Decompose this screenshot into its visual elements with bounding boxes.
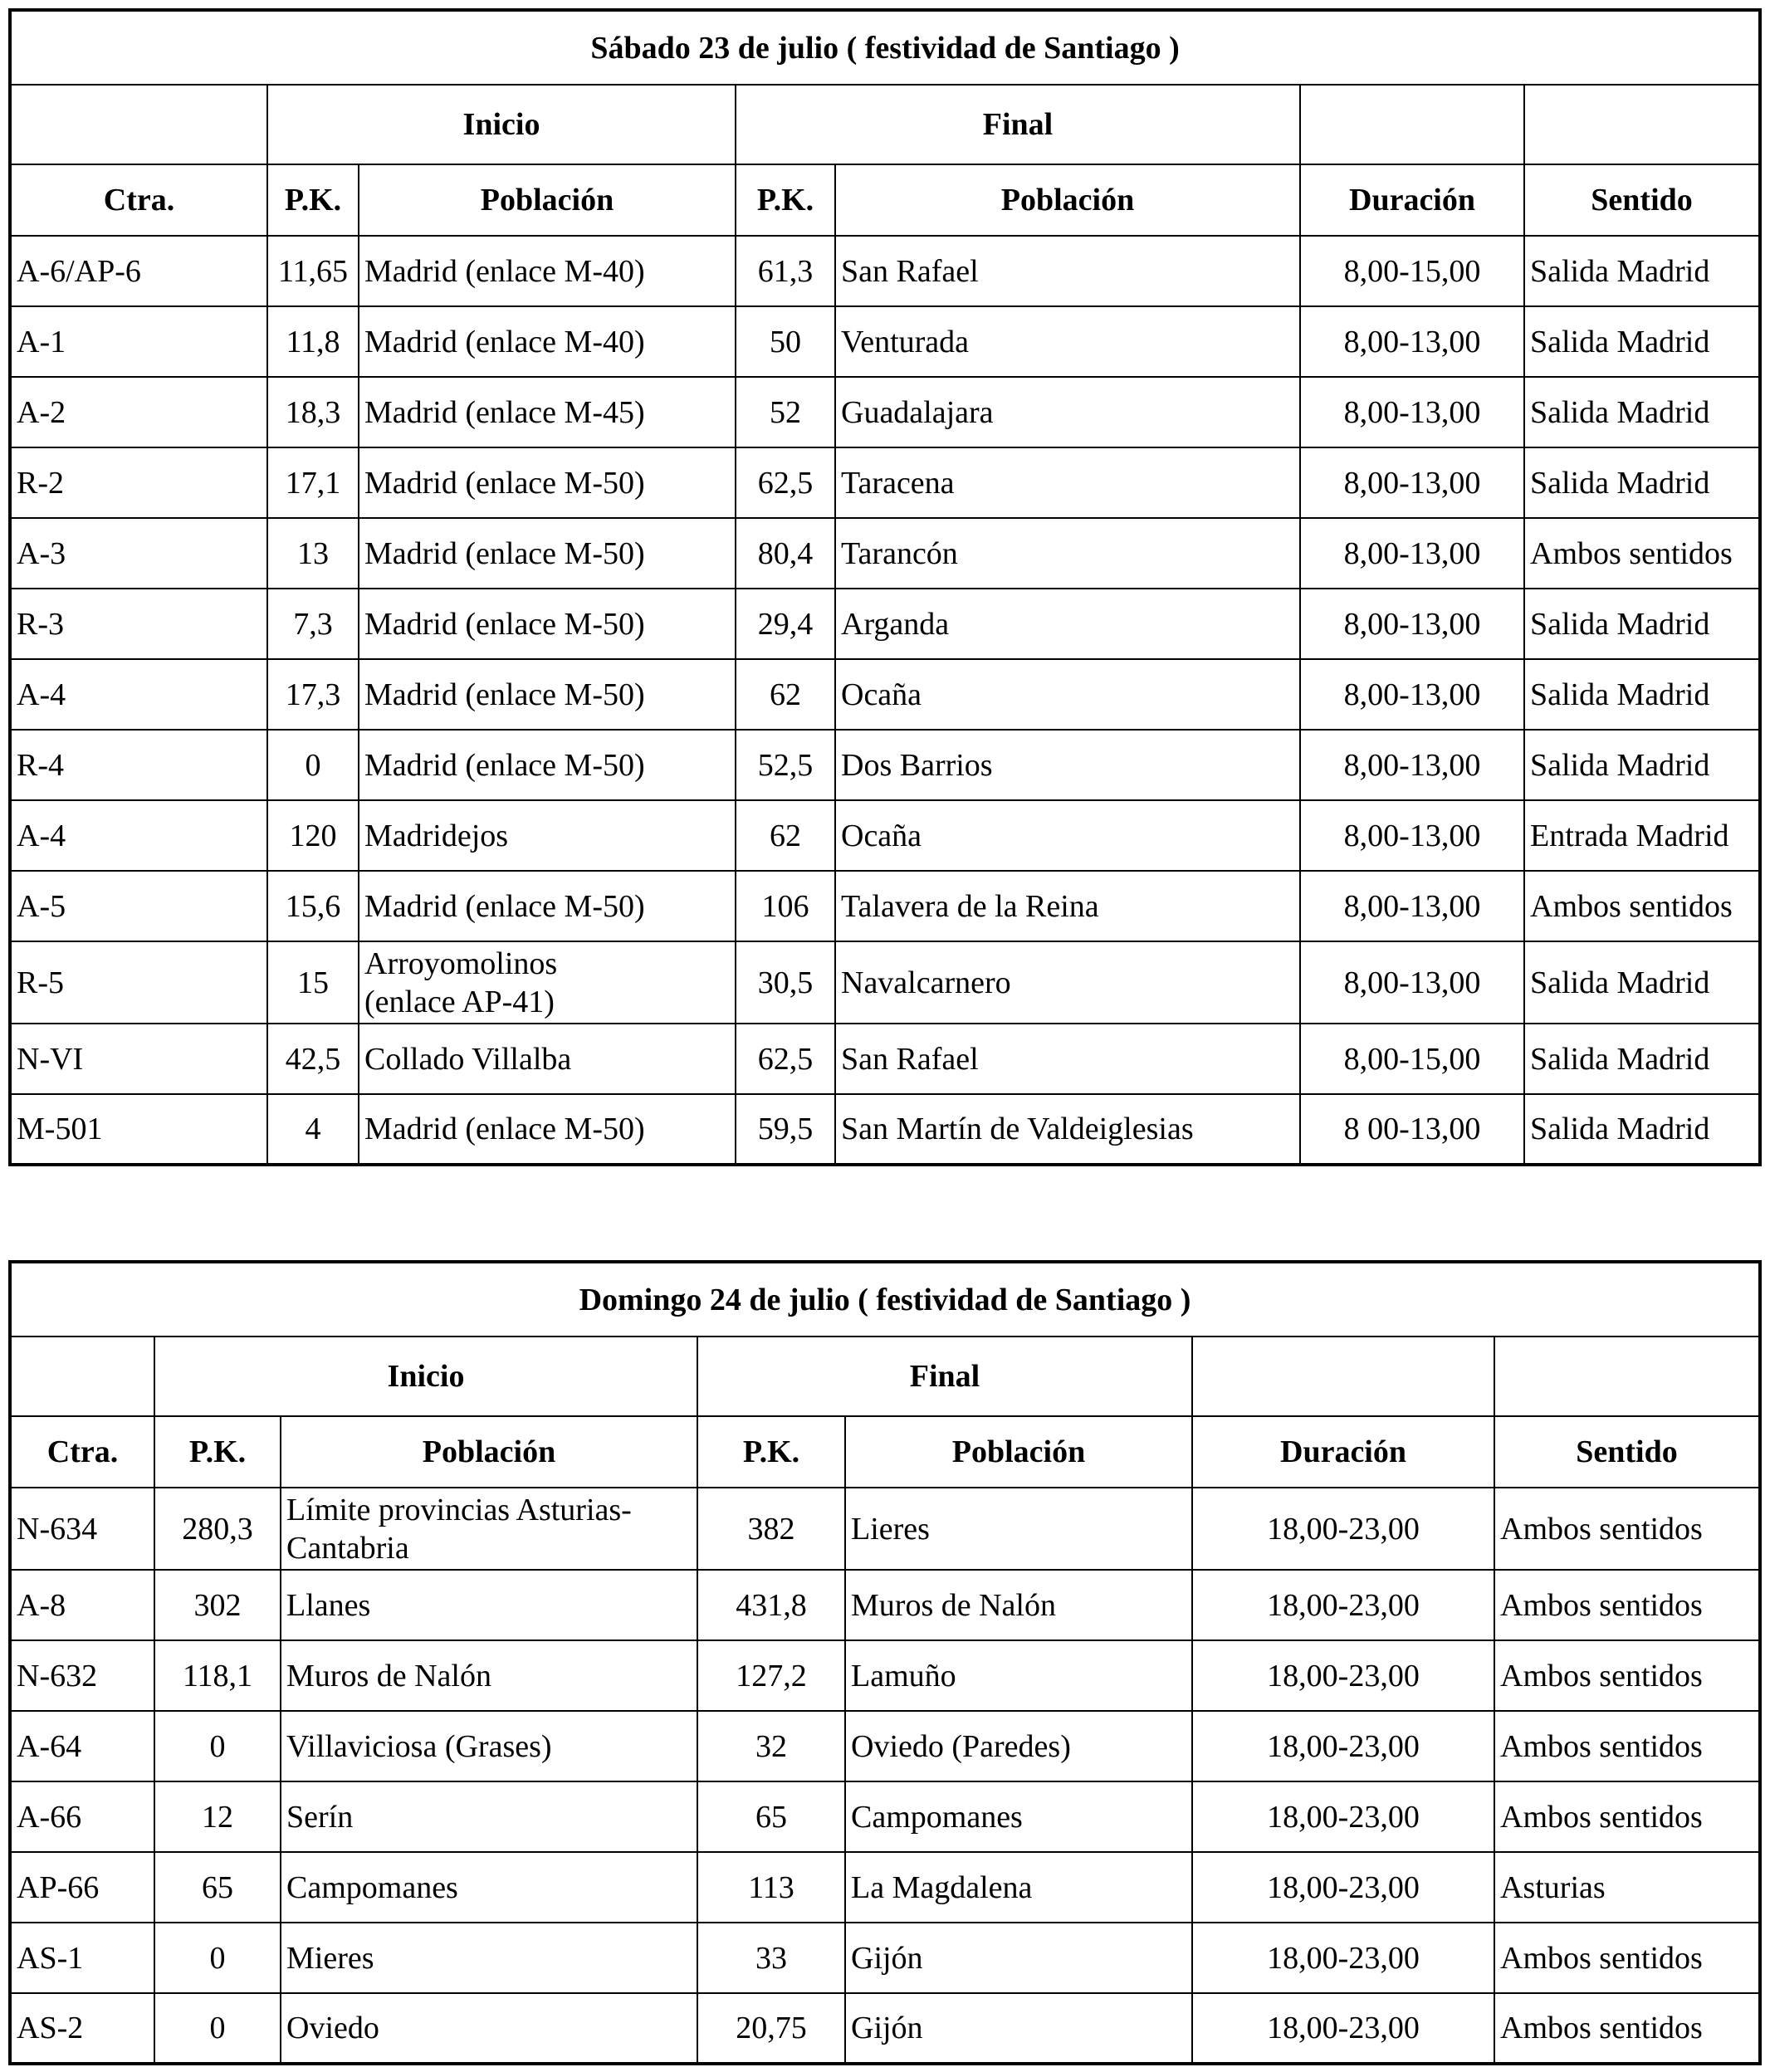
table-row: [10, 1993, 1760, 2064]
cell-road: R-2: [10, 447, 267, 518]
column-header-road: Ctra.: [10, 164, 267, 236]
cell-road: AS-2: [10, 1993, 154, 2064]
cell-start-pk: 7,3: [267, 589, 359, 659]
cell-direction: Salida Madrid: [1524, 941, 1760, 1024]
empty-header-cell: [10, 85, 267, 164]
cell-start-town: Serín: [281, 1781, 697, 1852]
cell-road: A-2: [10, 377, 267, 447]
cell-end-town: Lieres: [845, 1488, 1192, 1570]
cell-start-town: Muros de Nalón: [281, 1640, 697, 1711]
cell-start-town: Oviedo: [281, 1993, 697, 2064]
cell-direction: Ambos sentidos: [1524, 518, 1760, 589]
cell-direction: Ambos sentidos: [1494, 1711, 1760, 1781]
column-header-end-pk: P.K.: [697, 1416, 845, 1488]
cell-duration: 8,00-13,00: [1300, 800, 1524, 871]
cell-end-pk: 50: [736, 306, 835, 377]
cell-road: A-5: [10, 871, 267, 941]
cell-start-pk: 17,3: [267, 659, 359, 730]
empty-header-cell: [1524, 85, 1760, 164]
cell-start-pk: 12: [154, 1781, 281, 1852]
cell-duration: 18,00-23,00: [1192, 1488, 1494, 1570]
cell-road: M-501: [10, 1094, 267, 1165]
cell-road: A-6/AP-6: [10, 236, 267, 306]
cell-start-town: Llanes: [281, 1570, 697, 1640]
cell-duration: 8,00-13,00: [1300, 730, 1524, 800]
cell-start-town: Madrid (enlace M-50): [359, 447, 736, 518]
empty-header-cell: [1300, 85, 1524, 164]
cell-end-town: Dos Barrios: [835, 730, 1300, 800]
cell-end-town: Tarancón: [835, 518, 1300, 589]
cell-start-town: Arroyomolinos (enlace AP-41): [359, 941, 736, 1024]
cell-start-town: Collado Villalba: [359, 1024, 736, 1094]
column-header-duration: Duración: [1300, 164, 1524, 236]
cell-duration: 8,00-13,00: [1300, 447, 1524, 518]
cell-start-town: Madrid (enlace M-50): [359, 871, 736, 941]
cell-direction: Ambos sentidos: [1494, 1488, 1760, 1570]
cell-end-town: San Martín de Valdeiglesias: [835, 1094, 1300, 1165]
cell-road: AS-1: [10, 1923, 154, 1993]
table-row: [10, 306, 1760, 377]
table-row: [10, 871, 1760, 941]
cell-duration: 18,00-23,00: [1192, 1781, 1494, 1852]
cell-start-town: Madrid (enlace M-50): [359, 730, 736, 800]
group-header-start: Inicio: [267, 85, 736, 164]
cell-start-town: Mieres: [281, 1923, 697, 1993]
cell-start-pk: 15,6: [267, 871, 359, 941]
sunday-closures-table: [8, 1260, 1762, 2065]
cell-duration: 8,00-13,00: [1300, 377, 1524, 447]
column-header-direction: Sentido: [1524, 164, 1760, 236]
table-row: [10, 589, 1760, 659]
cell-start-pk: 0: [267, 730, 359, 800]
cell-duration: 8,00-13,00: [1300, 518, 1524, 589]
table-row: [10, 1852, 1760, 1923]
cell-direction: Entrada Madrid: [1524, 800, 1760, 871]
cell-end-town: Venturada: [835, 306, 1300, 377]
cell-end-pk: 80,4: [736, 518, 835, 589]
cell-end-pk: 65: [697, 1781, 845, 1852]
cell-end-town: Taracena: [835, 447, 1300, 518]
cell-duration: 18,00-23,00: [1192, 1570, 1494, 1640]
cell-end-pk: 29,4: [736, 589, 835, 659]
cell-start-town: Madrid (enlace M-50): [359, 659, 736, 730]
cell-end-town: Guadalajara: [835, 377, 1300, 447]
cell-end-pk: 30,5: [736, 941, 835, 1024]
cell-end-pk: 61,3: [736, 236, 835, 306]
table-row: [10, 1923, 1760, 1993]
cell-start-town: Madrid (enlace M-50): [359, 589, 736, 659]
cell-road: A-4: [10, 800, 267, 871]
cell-start-town: Madridejos: [359, 800, 736, 871]
cell-road: N-634: [10, 1488, 154, 1570]
cell-start-pk: 11,8: [267, 306, 359, 377]
cell-duration: 18,00-23,00: [1192, 1852, 1494, 1923]
empty-header-cell: [1494, 1337, 1760, 1416]
cell-end-town: San Rafael: [835, 1024, 1300, 1094]
table-row: [10, 236, 1760, 306]
cell-duration: 18,00-23,00: [1192, 1711, 1494, 1781]
cell-direction: Salida Madrid: [1524, 659, 1760, 730]
cell-start-town: Madrid (enlace M-50): [359, 518, 736, 589]
column-header-end-town: Población: [835, 164, 1300, 236]
cell-direction: Asturias: [1494, 1852, 1760, 1923]
table-title: Domingo 24 de julio ( festividad de Santiago ): [10, 1262, 1760, 1337]
cell-direction: Salida Madrid: [1524, 730, 1760, 800]
cell-duration: 8,00-13,00: [1300, 659, 1524, 730]
cell-road: R-5: [10, 941, 267, 1024]
cell-end-town: Oviedo (Paredes): [845, 1711, 1192, 1781]
column-header-start-town: Población: [359, 164, 736, 236]
cell-start-pk: 18,3: [267, 377, 359, 447]
group-header-end: Final: [736, 85, 1300, 164]
cell-road: A-4: [10, 659, 267, 730]
table-row: [10, 518, 1760, 589]
cell-road: N-VI: [10, 1024, 267, 1094]
cell-end-pk: 62,5: [736, 1024, 835, 1094]
cell-end-town: Arganda: [835, 589, 1300, 659]
group-header-start: Inicio: [154, 1337, 697, 1416]
table-row: [10, 800, 1760, 871]
cell-road: R-3: [10, 589, 267, 659]
cell-duration: 18,00-23,00: [1192, 1640, 1494, 1711]
column-header-start-pk: P.K.: [154, 1416, 281, 1488]
cell-duration: 8,00-13,00: [1300, 589, 1524, 659]
table-row: [10, 1024, 1760, 1094]
cell-direction: Salida Madrid: [1524, 589, 1760, 659]
cell-duration: 18,00-23,00: [1192, 1923, 1494, 1993]
table-row: [10, 1094, 1760, 1165]
cell-start-pk: 302: [154, 1570, 281, 1640]
cell-end-pk: 59,5: [736, 1094, 835, 1165]
table-row: [10, 1711, 1760, 1781]
table-body: [10, 236, 1760, 1165]
cell-duration: 8 00-13,00: [1300, 1094, 1524, 1165]
cell-end-town: Ocaña: [835, 800, 1300, 871]
table-row: [10, 941, 1760, 1024]
cell-duration: 8,00-15,00: [1300, 1024, 1524, 1094]
cell-start-town: Madrid (enlace M-45): [359, 377, 736, 447]
group-header-end: Final: [697, 1337, 1192, 1416]
cell-road: A-64: [10, 1711, 154, 1781]
cell-end-pk: 106: [736, 871, 835, 941]
cell-end-town: Gijón: [845, 1923, 1192, 1993]
cell-road: A-3: [10, 518, 267, 589]
cell-start-town: Límite provincias Asturias- Cantabria: [281, 1488, 697, 1570]
cell-end-town: Navalcarnero: [835, 941, 1300, 1024]
cell-start-pk: 15: [267, 941, 359, 1024]
cell-end-pk: 62: [736, 800, 835, 871]
cell-start-pk: 4: [267, 1094, 359, 1165]
cell-end-pk: 33: [697, 1923, 845, 1993]
cell-end-town: San Rafael: [835, 236, 1300, 306]
cell-start-pk: 0: [154, 1711, 281, 1781]
column-header-row: [10, 164, 1760, 236]
cell-end-town: Campomanes: [845, 1781, 1192, 1852]
cell-start-pk: 42,5: [267, 1024, 359, 1094]
cell-road: R-4: [10, 730, 267, 800]
cell-start-pk: 11,65: [267, 236, 359, 306]
cell-start-town: Villaviciosa (Grases): [281, 1711, 697, 1781]
cell-end-pk: 52,5: [736, 730, 835, 800]
cell-duration: 8,00-15,00: [1300, 236, 1524, 306]
cell-end-pk: 20,75: [697, 1993, 845, 2064]
cell-start-pk: 118,1: [154, 1640, 281, 1711]
cell-duration: 18,00-23,00: [1192, 1993, 1494, 2064]
cell-start-town: Madrid (enlace M-40): [359, 306, 736, 377]
table-row: [10, 1570, 1760, 1640]
table-row: [10, 730, 1760, 800]
cell-start-town: Madrid (enlace M-50): [359, 1094, 736, 1165]
cell-end-pk: 62: [736, 659, 835, 730]
empty-header-cell: [1192, 1337, 1494, 1416]
cell-end-town: Gijón: [845, 1993, 1192, 2064]
cell-end-pk: 62,5: [736, 447, 835, 518]
cell-direction: Ambos sentidos: [1494, 1570, 1760, 1640]
cell-direction: Salida Madrid: [1524, 447, 1760, 518]
cell-start-pk: 280,3: [154, 1488, 281, 1570]
cell-end-pk: 52: [736, 377, 835, 447]
cell-direction: Ambos sentidos: [1494, 1993, 1760, 2064]
column-header-row: [10, 1416, 1760, 1488]
cell-end-pk: 32: [697, 1711, 845, 1781]
cell-end-pk: 113: [697, 1852, 845, 1923]
table-row: [10, 1488, 1760, 1570]
cell-end-town: La Magdalena: [845, 1852, 1192, 1923]
column-header-end-pk: P.K.: [736, 164, 835, 236]
cell-direction: Salida Madrid: [1524, 1024, 1760, 1094]
cell-direction: Ambos sentidos: [1494, 1923, 1760, 1993]
column-header-direction: Sentido: [1494, 1416, 1760, 1488]
table-row: [10, 1781, 1760, 1852]
cell-road: N-632: [10, 1640, 154, 1711]
cell-direction: Salida Madrid: [1524, 1094, 1760, 1165]
cell-direction: Salida Madrid: [1524, 377, 1760, 447]
cell-end-pk: 127,2: [697, 1640, 845, 1711]
cell-end-pk: 431,8: [697, 1570, 845, 1640]
cell-start-town: Madrid (enlace M-40): [359, 236, 736, 306]
cell-road: A-1: [10, 306, 267, 377]
cell-end-town: Talavera de la Reina: [835, 871, 1300, 941]
cell-start-pk: 0: [154, 1993, 281, 2064]
cell-start-town: Campomanes: [281, 1852, 697, 1923]
cell-start-pk: 120: [267, 800, 359, 871]
saturday-closures-table: [8, 8, 1762, 1166]
table-row: [10, 447, 1760, 518]
cell-duration: 8,00-13,00: [1300, 306, 1524, 377]
cell-end-town: Lamuño: [845, 1640, 1192, 1711]
cell-start-pk: 0: [154, 1923, 281, 1993]
cell-end-pk: 382: [697, 1488, 845, 1570]
cell-duration: 8,00-13,00: [1300, 871, 1524, 941]
column-header-road: Ctra.: [10, 1416, 154, 1488]
cell-duration: 8,00-13,00: [1300, 941, 1524, 1024]
cell-road: AP-66: [10, 1852, 154, 1923]
column-header-duration: Duración: [1192, 1416, 1494, 1488]
cell-road: A-8: [10, 1570, 154, 1640]
table-row: [10, 1640, 1760, 1711]
table-row: [10, 377, 1760, 447]
cell-start-pk: 17,1: [267, 447, 359, 518]
cell-direction: Ambos sentidos: [1494, 1640, 1760, 1711]
column-header-start-town: Población: [281, 1416, 697, 1488]
cell-start-pk: 65: [154, 1852, 281, 1923]
empty-header-cell: [10, 1337, 154, 1416]
cell-end-town: Ocaña: [835, 659, 1300, 730]
cell-direction: Ambos sentidos: [1524, 871, 1760, 941]
cell-road: A-66: [10, 1781, 154, 1852]
cell-direction: Ambos sentidos: [1494, 1781, 1760, 1852]
table-title: Sábado 23 de julio ( festividad de Santiago ): [10, 10, 1760, 85]
table-body: [10, 1488, 1760, 2064]
cell-direction: Salida Madrid: [1524, 236, 1760, 306]
cell-end-town: Muros de Nalón: [845, 1570, 1192, 1640]
table-row: [10, 659, 1760, 730]
cell-start-pk: 13: [267, 518, 359, 589]
cell-direction: Salida Madrid: [1524, 306, 1760, 377]
column-header-start-pk: P.K.: [267, 164, 359, 236]
column-header-end-town: Población: [845, 1416, 1192, 1488]
